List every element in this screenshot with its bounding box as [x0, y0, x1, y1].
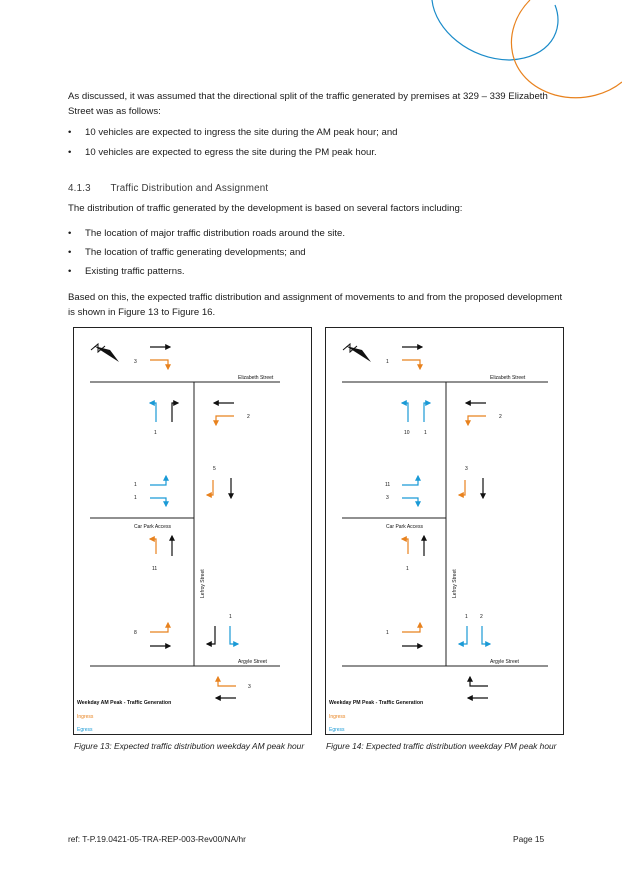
count-label: 1 [424, 430, 427, 436]
egress-arrow [230, 626, 238, 644]
list-item: • 10 vehicles are expected to ingress the site during the AM peak hour; and [68, 127, 398, 138]
egress-arrow [402, 498, 418, 506]
count-label: 1 [386, 359, 389, 365]
ingress-arrow [150, 360, 168, 369]
figure-13-am-peak [73, 327, 312, 735]
ingress-arrow [402, 623, 420, 632]
section-number: 4.1.3 [68, 183, 91, 194]
intro-paragraph: As discussed, it was assumed that the directional split of the traffic generated by premises at 329 – 339 Elizabeth Street was as follows: [68, 91, 548, 117]
figure-14-caption: Figure 14: Expected traffic distribution weekday PM peak hour [326, 741, 557, 751]
count-label: 1 [406, 566, 409, 572]
north-arrow-icon [91, 344, 119, 362]
count-label: 10 [404, 430, 410, 436]
egress-arrow [424, 403, 430, 422]
egress-arrow [402, 403, 408, 422]
page-number: Page 15 [513, 834, 545, 844]
ingress-arrow [218, 677, 236, 686]
figure-14-diagram [326, 328, 563, 734]
through-arrow [470, 677, 488, 686]
legend-ingress: Ingress [329, 714, 346, 720]
count-label: 1 [134, 495, 137, 501]
count-label: 1 [386, 630, 389, 636]
ingress-arrow [459, 480, 465, 495]
count-label: 11 [385, 482, 391, 488]
street-label-bottom: Argyle Street [238, 659, 267, 665]
ingress-arrow [402, 539, 408, 554]
legend-egress: Egress [77, 727, 93, 733]
street-label-top: Elizabeth Street [490, 375, 526, 381]
north-arrow-icon [343, 344, 371, 362]
egress-arrow [150, 476, 166, 485]
egress-arrow [459, 626, 467, 644]
count-label: 1 [465, 614, 468, 620]
ingress-arrow [402, 360, 420, 369]
access-label: Car Park Access [134, 524, 171, 530]
through-arrow [172, 403, 178, 422]
legend-title: Weekday PM Peak - Traffic Generation [329, 700, 424, 706]
count-label: 8 [134, 630, 137, 636]
street-label-bottom: Argyle Street [490, 659, 519, 665]
count-label: 2 [499, 414, 502, 420]
street-label-side: Lefroy Street [200, 569, 206, 598]
egress-arrow [150, 403, 156, 422]
count-label: 11 [152, 566, 158, 572]
list-item: • The location of traffic generating developments; and [68, 247, 306, 258]
list-item: • The location of major traffic distribution roads around the site. [68, 228, 346, 239]
ingress-arrow [150, 623, 168, 632]
count-label: 3 [386, 495, 389, 501]
egress-arrow [150, 498, 166, 506]
egress-arrow [402, 476, 418, 485]
ingress-arrow [468, 416, 486, 425]
count-label: 2 [480, 614, 483, 620]
figure-13-diagram [74, 328, 311, 734]
count-label: 1 [154, 430, 157, 436]
legend-egress: Egress [329, 727, 345, 733]
ingress-arrow [216, 416, 234, 425]
ingress-arrow [207, 480, 213, 495]
egress-arrow [482, 626, 490, 644]
list-item: • 10 vehicles are expected to egress the site during the PM peak hour. [68, 147, 377, 158]
ingress-arrow [150, 539, 156, 554]
figure-14-pm-peak [325, 327, 564, 735]
section-title: Traffic Distribution and Assignment [110, 183, 269, 194]
count-label: 1 [229, 614, 232, 620]
legend-ingress: Ingress [77, 714, 94, 720]
count-label: 5 [213, 466, 216, 472]
count-label: 1 [134, 482, 137, 488]
street-label-side: Lefroy Street [452, 569, 458, 598]
count-label: 2 [247, 414, 250, 420]
figures-paragraph: Based on this, the expected traffic distribution and assignment of movements to and from the proposed development is shown in Figure 13 to Figure 16. [68, 292, 563, 318]
count-label: 3 [465, 466, 468, 472]
access-label: Car Park Access [386, 524, 423, 530]
footer-reference: ref: T-P.19.0421-05-TRA-REP-003-Rev00/NA/hr [68, 834, 246, 844]
figure-13-caption: Figure 13: Expected traffic distribution weekday AM peak hour [74, 741, 305, 751]
legend-title: Weekday AM Peak - Traffic Generation [77, 700, 172, 706]
street-label-top: Elizabeth Street [238, 375, 274, 381]
count-label: 3 [248, 684, 251, 690]
section-heading [68, 183, 268, 194]
distribution-paragraph: The distribution of traffic generated by the development is based on several factors including: [68, 203, 463, 214]
count-label: 3 [134, 359, 137, 365]
through-arrow [207, 626, 215, 644]
list-item: • Existing traffic patterns. [68, 266, 185, 277]
